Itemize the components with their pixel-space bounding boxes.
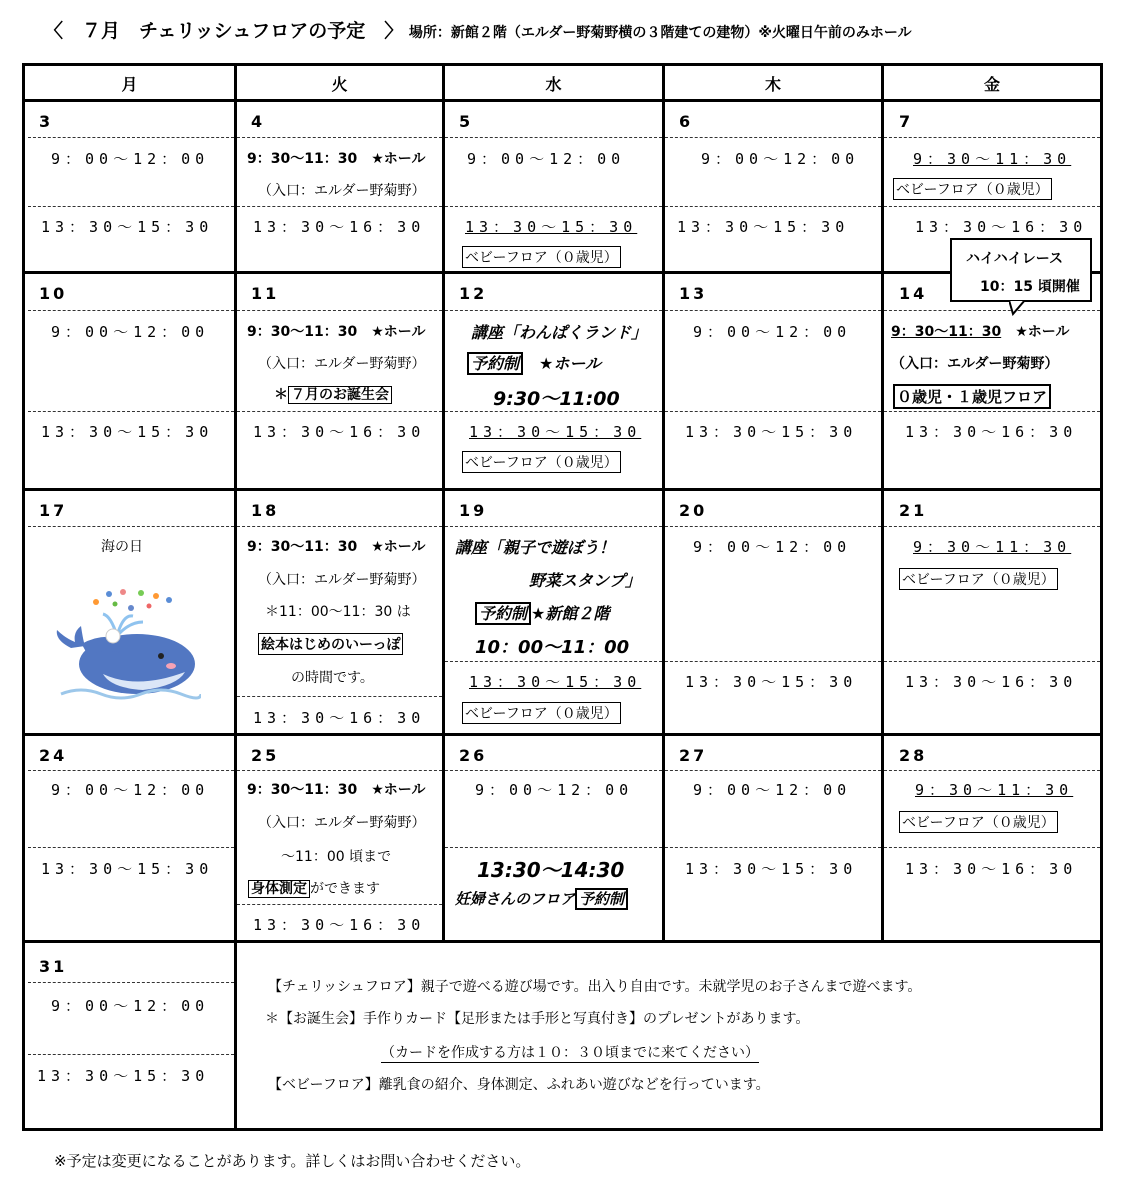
time-am: 9：00～12：00 — [467, 150, 626, 168]
date-25: 25 — [251, 746, 280, 765]
course-reserve-line — [475, 601, 609, 624]
date-4: 4 — [251, 112, 266, 131]
time-pm: 13：30～16：30 — [253, 916, 426, 934]
row-divider — [25, 940, 1100, 943]
time-pm: 13：30～15：30 — [685, 860, 858, 878]
date-divider — [445, 770, 662, 771]
am-pm-divider — [665, 661, 881, 662]
date-26: 26 — [459, 746, 488, 765]
am-pm-divider — [28, 206, 234, 207]
am-pm-divider — [665, 206, 881, 207]
date-divider — [237, 137, 442, 138]
row-divider — [25, 733, 1100, 736]
date-divider — [237, 526, 442, 527]
date-20: 20 — [679, 501, 708, 520]
date-divider — [445, 526, 662, 527]
date-18: 18 — [251, 501, 280, 520]
time-pm: 13：30～15：30 — [469, 673, 642, 691]
fri-am-time: 9：30～11：30 — [891, 324, 1002, 340]
fri-hall-label: ★ホール — [1015, 324, 1070, 340]
time-pm: 13：30～15：30 — [41, 860, 214, 878]
tue-am-hall: 9：30～11：30 ★ホール — [247, 324, 426, 340]
calendar-grid — [22, 63, 1103, 1131]
date-divider — [884, 137, 1100, 138]
tue-am-hall: 9：30～11：30 ★ホール — [247, 782, 426, 798]
fri-entrance: （入口：エルダー野菊野） — [891, 356, 1059, 372]
date-27: 27 — [679, 746, 708, 765]
page-title: 〈 ７月 チェリッシュフロアの予定 〉 — [44, 20, 404, 42]
row-divider — [25, 271, 1100, 274]
baby-floor-badge: ベビーフロア（０歳児） — [462, 702, 621, 724]
date-divider — [28, 526, 234, 527]
baby-floor-badge: ベビーフロア（０歳児） — [462, 246, 621, 268]
am-pm-divider — [665, 847, 881, 848]
date-divider — [665, 310, 881, 311]
time-am: 9：00～12：00 — [51, 323, 210, 341]
date-19: 19 — [459, 501, 488, 520]
baby-floor-badge: ベビーフロア（０歳児） — [893, 178, 1052, 200]
time-am: 9：00～12：00 — [475, 781, 634, 799]
tue-entrance: （入口：エルダー野菊野） — [258, 815, 426, 831]
tue-entrance: （入口：エルダー野菊野） — [258, 183, 426, 199]
fri-floor-badge: ０歳児・１歳児フロア — [893, 384, 1051, 409]
reserve-badge: 予約制 — [467, 352, 523, 375]
am-pm-divider — [237, 411, 442, 412]
storytime-note: ＊11：00～11：30 は — [265, 604, 411, 620]
tue-entrance: （入口：エルダー野菊野） — [258, 356, 426, 372]
date-3: 3 — [39, 112, 54, 131]
page-subtitle: 場所：新館２階（エルダー野菊野横の３階建ての建物）※火曜日午前のみホール — [408, 25, 912, 41]
measurement-line — [248, 878, 380, 898]
date-divider — [445, 310, 662, 311]
course-vegetable-1: 講座「親子で遊ぼう！ — [455, 538, 616, 557]
reserve-badge: 予約制 — [575, 888, 628, 910]
course-vegetable-2: 野菜スタンプ」 — [529, 571, 642, 590]
pregnant-floor-time: 13:30～14:30 — [477, 858, 625, 882]
time-pm: 13：30～16：30 — [915, 218, 1088, 236]
time-pm: 13：30～16：30 — [253, 423, 426, 441]
date-divider — [665, 770, 881, 771]
date-divider — [28, 137, 234, 138]
date-5: 5 — [459, 112, 474, 131]
whale-illustration — [51, 586, 201, 701]
am-pm-divider — [445, 847, 662, 848]
place-label: ★新館２階 — [531, 604, 610, 623]
time-am: 9：00～12：00 — [701, 150, 860, 168]
footer-note: ※予定は変更になることがあります。詳しくはお問い合わせください。 — [54, 1152, 531, 1170]
row-divider — [25, 99, 1100, 102]
reserve-badge: 予約制 — [475, 602, 531, 625]
am-pm-divider — [884, 661, 1100, 662]
weekday-fri: 金 — [983, 75, 1000, 94]
baby-floor-badge: ベビーフロア（０歳児） — [462, 451, 621, 473]
am-pm-divider — [28, 411, 234, 412]
time-pm: 13：30～16：30 — [905, 423, 1078, 441]
note-cherish-floor: 【チェリッシュフロア】親子で遊べる遊び場です。出入り自由です。未就学児のお子さんまで遊べます。 — [268, 979, 922, 995]
date-12: 12 — [459, 284, 488, 303]
am-pm-divider — [237, 206, 442, 207]
birthday-label: ７月のお誕生会 — [288, 386, 392, 404]
weekday-thu: 木 — [764, 75, 781, 94]
measurement-badge: 身体測定 — [248, 880, 310, 898]
am-pm-divider — [445, 661, 662, 662]
time-pm: 13：30～16：30 — [253, 709, 426, 727]
storytime-badge: 絵本はじめのいーっぽ — [258, 633, 403, 655]
date-divider — [28, 770, 234, 771]
time-am: 9：00～12：00 — [51, 781, 210, 799]
date-7: 7 — [899, 112, 914, 131]
time-am: 9：00～12：00 — [693, 781, 852, 799]
tue-am-hall — [247, 148, 425, 168]
time-am: 9：00～12：00 — [693, 323, 852, 341]
col-divider — [234, 66, 237, 940]
callout-title: ハイハイレース — [966, 251, 1064, 267]
tue-am-hall: 9：30～11：30 ★ホール — [247, 539, 426, 555]
date-10: 10 — [39, 284, 68, 303]
course-time: 10：00～11：00 — [475, 637, 630, 658]
callout-pointer — [1009, 300, 1029, 316]
event-callout — [950, 238, 1092, 302]
date-11: 11 — [251, 284, 280, 303]
date-6: 6 — [679, 112, 694, 131]
am-pm-divider — [445, 411, 662, 412]
col-divider — [881, 66, 884, 940]
date-divider — [237, 770, 442, 771]
course-reserve-line — [467, 351, 601, 374]
date-divider — [665, 137, 881, 138]
birthday-party — [274, 384, 392, 404]
date-divider — [884, 526, 1100, 527]
time-pm: 13：30～15：30 — [685, 673, 858, 691]
page-header — [44, 16, 912, 43]
col-divider — [662, 66, 665, 940]
date-21: 21 — [899, 501, 928, 520]
date-divider — [665, 526, 881, 527]
birthday-mark: ＊ — [274, 387, 288, 403]
course-wanpaku: 講座「わんぱくランド」 — [471, 323, 648, 342]
pregnant-floor-label: 妊婦さんのフロア — [455, 890, 576, 908]
am-pm-divider — [665, 411, 881, 412]
date-divider — [884, 770, 1100, 771]
fri-hall-line — [891, 321, 1069, 341]
date-13: 13 — [679, 284, 708, 303]
date-divider — [445, 137, 662, 138]
note-birthday: ＊【お誕生会】手作りカード【足形または手形と写真付き】のプレゼントがあります。 — [265, 1011, 810, 1027]
am-pm-divider — [237, 904, 442, 905]
time-am: 9：00～12：00 — [51, 997, 210, 1015]
time-pm: 13：30～15：30 — [41, 423, 214, 441]
row-divider — [25, 488, 1100, 491]
date-divider — [237, 310, 442, 311]
storytime-suffix: の時間です。 — [291, 670, 374, 686]
holiday-label: 海の日 — [101, 539, 143, 555]
date-14: 14 — [899, 284, 928, 303]
date-divider — [28, 982, 234, 983]
hall-label: ★ホール — [539, 354, 602, 373]
am-pm-divider — [28, 1054, 234, 1055]
date-17: 17 — [39, 501, 68, 520]
time-pm: 13：30～16：30 — [905, 860, 1078, 878]
time-pm: 13：30～16：30 — [253, 218, 426, 236]
tue-am-text: 9：30～11：30 ★ホール — [247, 151, 426, 167]
date-28: 28 — [899, 746, 928, 765]
note-baby-floor: 【ベビーフロア】離乳食の紹介、身体測定、ふれあい遊びなどを行っています。 — [268, 1077, 770, 1093]
weekday-wed: 水 — [545, 75, 562, 94]
weekday-mon: 月 — [121, 75, 138, 94]
baby-floor-badge: ベビーフロア（０歳児） — [899, 811, 1058, 833]
date-divider — [28, 310, 234, 311]
am-pm-divider — [884, 411, 1100, 412]
time-am: 9：00～12：00 — [693, 538, 852, 556]
date-divider — [884, 310, 1100, 311]
col-divider — [442, 66, 445, 940]
time-pm: 13：30～15：30 — [37, 1067, 210, 1085]
time-pm: 13：30～15：30 — [41, 218, 214, 236]
weekday-tue: 火 — [331, 75, 348, 94]
date-24: 24 — [39, 746, 68, 765]
col-divider — [234, 940, 237, 1131]
am-pm-divider — [28, 847, 234, 848]
measurement-suffix: ができます — [310, 881, 380, 897]
time-am: 9：30～11：30 — [913, 538, 1072, 556]
time-pm: 13：30～15：30 — [685, 423, 858, 441]
time-pm: 13：30～15：30 — [465, 218, 638, 236]
measurement-note: ～11：00 頃まで — [281, 849, 392, 865]
pregnant-floor-line — [455, 888, 628, 909]
date-31: 31 — [39, 957, 68, 976]
time-pm: 13：30～15：30 — [469, 423, 642, 441]
time-pm: 13：30～16：30 — [905, 673, 1078, 691]
am-pm-divider — [884, 206, 1100, 207]
time-am: 9：30～11：30 — [915, 781, 1074, 799]
tue-entrance: （入口：エルダー野菊野） — [258, 572, 426, 588]
note-card: （カードを作成する方は１０：３０頃までに来てください） — [381, 1042, 759, 1063]
am-pm-divider — [237, 696, 442, 697]
am-pm-divider — [445, 206, 662, 207]
time-pm: 13：30～15：30 — [677, 218, 850, 236]
baby-floor-badge: ベビーフロア（０歳児） — [899, 568, 1058, 590]
time-am: 9：30～11：30 — [913, 150, 1072, 168]
time-am: 9：00～12：00 — [51, 150, 210, 168]
am-pm-divider — [884, 847, 1100, 848]
course-time: 9:30～11:00 — [493, 388, 620, 410]
callout-time: 10：15 頃開催 — [980, 279, 1080, 295]
